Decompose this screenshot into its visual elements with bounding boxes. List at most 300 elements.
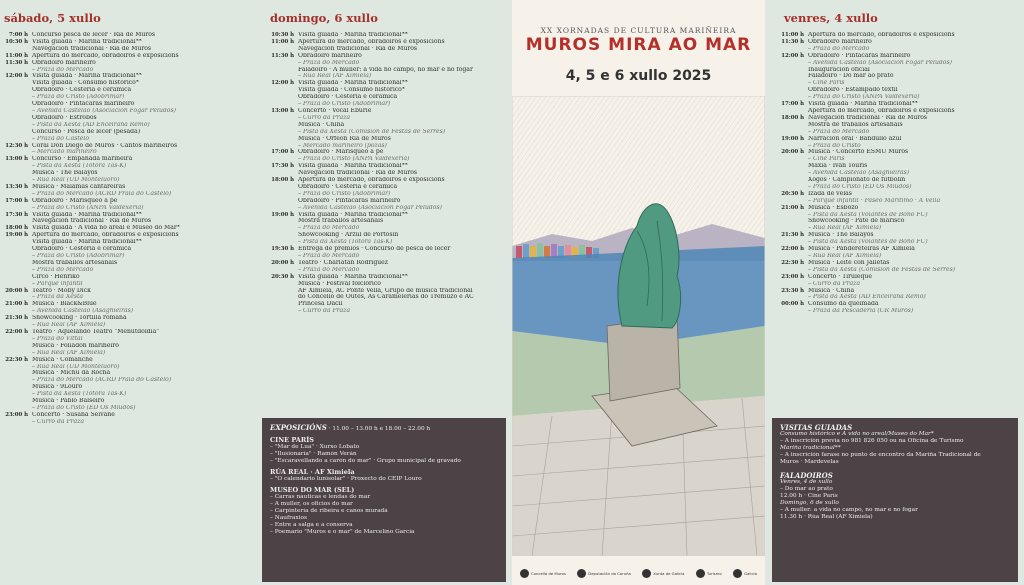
- event-title: Obradoiro · Pintacaras mariñeiro: [298, 197, 401, 204]
- event-lines: [32, 198, 248, 212]
- event-title: Coral Don Diego de Muros · Cantos mariñeiros: [32, 142, 178, 149]
- event-row: [270, 274, 506, 315]
- event-lines: [808, 260, 1018, 274]
- exhibitions-panel: [262, 418, 506, 582]
- event-title: Inauguración oficial: [808, 66, 870, 73]
- event-title: Apertura do mercado, obradoiros e exposicións: [32, 232, 179, 239]
- event-lines: [298, 246, 506, 260]
- event-venue: – Praza do Mercado: [32, 66, 94, 73]
- exhibition-item: – "Ilusionaría" · Ramón Verán: [270, 451, 357, 457]
- event-time: 23:00 h: [781, 273, 804, 280]
- talk-line: Venres, 4 de xullo: [780, 479, 833, 485]
- event-title: Visita guiada · Mariña tradicional**: [32, 38, 142, 45]
- exhibition-item: – Carpintería de ribeira e canos muradá: [270, 508, 388, 514]
- event-row: [780, 301, 1018, 315]
- event-venue: – Cine París: [808, 156, 845, 163]
- event-title: Música · Leite con Jalletas: [808, 259, 890, 266]
- event-lines: [32, 60, 248, 74]
- event-lines: [298, 177, 506, 212]
- event-title: Apertura do mercado, obradoiros e exposicións: [808, 32, 955, 38]
- event-time: 23:30 h: [781, 287, 804, 294]
- event-row: [780, 53, 1018, 101]
- event-title: Obradoiro · Estrobos: [32, 114, 97, 121]
- event-lines: [808, 246, 1018, 260]
- event-venue: – Praza do Castelo: [32, 135, 90, 142]
- event-row: [4, 288, 248, 302]
- event-lines: [298, 80, 506, 108]
- exhibition-item: – Carras náuticas e lendas do mar: [270, 494, 371, 500]
- event-time: 19:00 h: [781, 135, 804, 142]
- event-lines: [32, 39, 248, 53]
- event-row: [780, 115, 1018, 136]
- event-row: [4, 53, 248, 60]
- event-row: [4, 301, 248, 315]
- event-title: Visita guiada · Consumo histórico*: [32, 80, 139, 87]
- event-lines: [808, 288, 1018, 302]
- event-venue: – Praza do Cristo (ANPA Valdexeria): [32, 204, 144, 211]
- saturday-column: [0, 0, 252, 585]
- event-lines: [298, 108, 506, 149]
- event-row: [780, 136, 1018, 150]
- event-title: Circo · Henriko: [32, 273, 80, 280]
- event-venue: – Avenida Castelao (Asociación Fogar Peludos): [32, 107, 176, 114]
- event-title: Entrega de premios · Concurso de pesca de lecer: [298, 246, 451, 253]
- event-row: [780, 32, 1018, 39]
- event-row: [270, 53, 506, 81]
- event-time: 12:30 h: [5, 142, 28, 149]
- event-time: 12:00 h: [5, 73, 28, 80]
- event-venue: – Praza do Cristo (Adobrimar): [32, 253, 125, 259]
- event-title: Visita guiada · Mariña tradicional**: [298, 163, 408, 170]
- event-row: [4, 60, 248, 74]
- event-lines: [808, 232, 1018, 246]
- event-row: [780, 149, 1018, 190]
- logo-turismo: [696, 569, 722, 578]
- event-title: Apertura do mercado, obradoiros e exposicións: [808, 107, 955, 114]
- event-title: Obradoiro · Estampado téxtil: [808, 87, 898, 94]
- event-title: Obradoiro mariñeiro: [808, 38, 872, 45]
- event-venue: – Rúa Real (AF Ximiela): [808, 253, 882, 259]
- event-venue: – Praza do Cristo (Adobrimar): [298, 101, 391, 108]
- event-title: Navegación tradicional · Ría de Muros: [298, 45, 418, 52]
- event-venue: – Curro da Praza: [32, 418, 84, 425]
- event-title: Música · Concerto ESMU Muros: [808, 149, 909, 156]
- event-time: 20:00 h: [271, 259, 294, 266]
- event-time: 19:00 h: [5, 232, 28, 239]
- exhibition-item: – Naufraxios: [270, 515, 307, 521]
- event-title: Música · Festival folclórico: [298, 280, 381, 287]
- friday-column: [768, 0, 1024, 585]
- event-venue: – Parque infantil: [32, 280, 83, 287]
- event-lines: [808, 274, 1018, 288]
- event-row: [4, 315, 248, 329]
- talk-line: 11.30 h · Rúa Real (AF Ximiela): [780, 514, 873, 520]
- sponsor-logos: [520, 565, 757, 581]
- exhibitions-heading: [270, 424, 498, 433]
- poster: [512, 0, 765, 585]
- event-lines: [298, 212, 506, 247]
- event-lines: [808, 115, 1018, 136]
- sunday-events: [270, 32, 506, 315]
- event-title: Faladoiro · A muller: a vida no campo, no mar e no fogar: [298, 66, 473, 73]
- event-row: [4, 73, 248, 142]
- exhibition-venue: MUSEO DO MAR (SEL): [270, 486, 355, 494]
- event-lines: [32, 53, 248, 60]
- event-venue: – Praza do Vittal: [32, 335, 83, 342]
- event-title: Concurso · Empanada mariñeira: [32, 156, 133, 163]
- event-row: [4, 32, 248, 39]
- event-title: Visita guiada · Mariña tradicional**: [32, 239, 142, 246]
- event-title: Visita guiada · Consumo histórico*: [298, 87, 405, 94]
- event-title: Obradoiro · Cestería e cerámica: [298, 183, 398, 190]
- event-title: Consumo da queimada: [808, 301, 879, 308]
- guided-line: Mariña tradicional**: [780, 445, 841, 451]
- logo-label: Turismo: [706, 570, 722, 576]
- event-time: 18:00 h: [271, 177, 294, 184]
- guided-line: Muros · Mardevelas: [780, 459, 839, 465]
- event-title: Música · Pandereteiras AF Ximiela: [808, 246, 915, 253]
- event-title: Obradoiro · Cestería e cerámica: [32, 87, 132, 94]
- event-title: Maxia · Iván Tourís: [808, 163, 868, 170]
- event-venue: – Praza do Cristo (ED Os Miúdos): [32, 404, 136, 411]
- day-title-friday: venres, 4 xullo: [784, 11, 878, 25]
- event-title: Visita guiada · Mariña tradicional**: [298, 80, 408, 87]
- event-venue: – Rúa Real (AF Ximiela): [808, 225, 882, 232]
- event-lines: [32, 32, 248, 39]
- event-lines: [32, 212, 248, 226]
- event-venue: – Parque infantil · Paseo Marítimo · A Vella: [808, 197, 941, 204]
- event-row: [270, 177, 506, 212]
- event-time: 19:00 h: [271, 211, 294, 218]
- event-row: [4, 184, 248, 198]
- event-venue: – Praza do Mercado: [32, 266, 94, 273]
- event-time: 11:00 h: [781, 32, 804, 38]
- event-title: Princesa Dácil: [298, 301, 343, 308]
- event-time: 10:30 h: [271, 32, 294, 38]
- event-title: Obradoiro · Cestería e cerámica: [32, 246, 132, 253]
- event-lines: [808, 205, 1018, 233]
- event-row: [780, 205, 1018, 233]
- event-title: Música · Esbozo: [808, 204, 859, 211]
- event-title: Teatro · Aquelando Teatro "Menutdoldia": [32, 328, 160, 335]
- event-time: 7:00 h: [8, 32, 28, 38]
- event-venue: – Curro da Praza: [298, 114, 350, 121]
- event-time: 12:00 h: [271, 80, 294, 87]
- event-row: [270, 80, 506, 108]
- event-title: Obradoiro · Pintacaras mariñeiro: [32, 101, 135, 108]
- event-lines: [32, 184, 248, 198]
- event-title: Obradoiro · Pintacaras mariñeiro: [808, 52, 911, 59]
- event-row: [4, 156, 248, 184]
- event-lines: [32, 225, 248, 232]
- event-row: [270, 108, 506, 149]
- event-row: [780, 246, 1018, 260]
- event-lines: [808, 191, 1018, 205]
- info-panel: [772, 418, 1018, 582]
- event-time: 17:30 h: [271, 163, 294, 170]
- event-time: 19:30 h: [271, 246, 294, 253]
- logo-concello: [520, 569, 566, 578]
- logo-label: Galicia: [744, 570, 757, 576]
- exhibition-item: – "Mar de Lua" · Xurxo Lobato: [270, 444, 360, 450]
- event-time: 11:30 h: [5, 59, 28, 66]
- event-venue: – Praza do Mercado: [298, 59, 360, 66]
- event-title: Navegación tradicional · Ría de Muros: [32, 218, 152, 225]
- event-venue: – Praza do Mercado: [808, 128, 870, 135]
- event-title: Navegación tradicional · Ría de Muros: [298, 170, 418, 177]
- event-lines: [298, 39, 506, 53]
- event-title: Visita guiada · Mariña tradicional**: [32, 73, 142, 80]
- event-time: 20:00 h: [781, 149, 804, 156]
- event-venue: – Rúa Real (UD Monteluoro): [32, 177, 120, 184]
- event-title: Música · Comanche: [32, 356, 93, 363]
- emblem-icon: [733, 569, 742, 578]
- event-venue: – Avenida Castelao (Asaghieiras): [32, 308, 134, 315]
- event-row: [270, 246, 506, 260]
- logo-galicia: [733, 569, 757, 578]
- event-time: 22:00 h: [5, 328, 28, 335]
- event-time: 17:00 h: [5, 197, 28, 204]
- event-venue: – Rúa Real (UD Monteluoro): [32, 363, 120, 370]
- event-time: 10:30 h: [5, 38, 28, 45]
- event-row: [4, 225, 248, 232]
- event-venue: – Praza do Mercado: [808, 45, 870, 52]
- event-title: Concerto · Tiruleque: [808, 273, 872, 280]
- exhibitions-venues: [270, 437, 498, 536]
- event-row: [4, 357, 248, 412]
- event-venue: – Avenida Castelao (Asociación Fogar Peludos): [808, 59, 952, 66]
- event-time: 21:30 h: [781, 232, 804, 239]
- event-title: Música · Pablo Balseiro: [32, 398, 105, 405]
- event-time: 11:30 h: [781, 38, 804, 45]
- event-row: [780, 260, 1018, 274]
- event-title: Música · The Balayos: [808, 232, 874, 239]
- exhibition-venue: RÚA REAL · AF Ximiela: [270, 468, 355, 476]
- event-time: 20:30 h: [781, 190, 804, 197]
- event-time: 11:30 h: [271, 52, 294, 59]
- guided-line: – A inscrición farase no punto de encontro da Mariña Tradicional de: [780, 452, 981, 458]
- event-venue: – Praza do Cristo: [808, 142, 861, 149]
- event-venue: – Curro da Praza: [808, 280, 860, 287]
- talk-line: Domingo, 6 de xullo: [780, 500, 839, 506]
- event-lines: [298, 274, 506, 315]
- event-title: Apertura do mercado, obradoiros e exposicións: [298, 177, 445, 184]
- event-lines: [32, 301, 248, 315]
- event-row: [780, 101, 1018, 115]
- event-row: [4, 198, 248, 212]
- event-time: 22:30 h: [781, 259, 804, 266]
- event-venue: – Cine París: [808, 80, 845, 87]
- logo-label: Xunta de Galicia: [653, 570, 685, 576]
- event-row: [270, 163, 506, 177]
- event-time: 13:00 h: [5, 156, 28, 163]
- event-row: [4, 143, 248, 157]
- event-title: Música · Orfeón Ría de Muros: [298, 135, 391, 142]
- event-lines: [808, 301, 1018, 315]
- exhibition-venue: CINE PARÍS: [270, 436, 314, 444]
- event-time: 00:00 h: [781, 301, 804, 308]
- event-lines: [808, 136, 1018, 150]
- event-row: [4, 232, 248, 287]
- event-time: 20:30 h: [271, 273, 294, 280]
- event-title: Narración oral · Bandullo azul: [808, 135, 902, 142]
- poster-title: MUROS MIRA AO MAR: [525, 35, 752, 55]
- event-time: 11:00 h: [271, 38, 294, 45]
- event-lines: [32, 143, 248, 157]
- event-title: Música · Michu da Rocha: [32, 370, 111, 377]
- exhibition-item: – A muller, os oficios do mar: [270, 501, 353, 507]
- event-time: 12:00 h: [781, 52, 804, 59]
- logo-label: Deputación da Coruña: [588, 570, 631, 576]
- event-title: Concerto · Susana Seivane: [32, 411, 115, 418]
- logo-label: Concello de Muros: [531, 570, 566, 576]
- event-lines: [32, 232, 248, 287]
- event-title: Visita guiada · A vida no areal e Museo do Mar*: [32, 225, 180, 232]
- event-title: Showcooking · Tortilla romana: [32, 315, 127, 322]
- event-venue: – Pista da Xesta (Totora Tas-K): [32, 163, 127, 170]
- exhibitions-hours: · 11.00 – 13.00 h e 18.00 – 22.00 h: [328, 426, 431, 432]
- event-title: Concurso · Pesca de lecer (pesada): [32, 128, 141, 135]
- event-row: [270, 212, 506, 247]
- event-time: 21:30 h: [5, 315, 28, 322]
- event-title: Apertura do mercado, obradoiros e exposicións: [32, 52, 179, 59]
- event-title: AF Ximiela, AC Ponte Vella, Grupo de música tradicional: [298, 287, 473, 294]
- exhibition-item: – Poemario "Muros e o mar" de Marcelino García: [270, 529, 415, 535]
- event-lines: [32, 73, 248, 142]
- event-time: 18:00 h: [781, 114, 804, 121]
- event-lines: [808, 53, 1018, 101]
- emblem-icon: [642, 569, 651, 578]
- talk-line: 12.00 h · Cine París: [780, 493, 838, 499]
- event-venue: – Pista da Xesta (AD Enceirana Remo): [808, 294, 926, 301]
- sunday-column: [256, 0, 512, 585]
- event-time: 20:00 h: [5, 287, 28, 294]
- event-venue: – Rúa Real (AF Ximiela): [32, 349, 106, 356]
- event-venue: – Praza da Xesta: [32, 294, 84, 301]
- event-title: Visita guiada · Mariña tradicional**: [298, 273, 408, 280]
- event-venue: – Praza do Cristo (Adobrimar): [32, 94, 125, 101]
- event-lines: [32, 329, 248, 357]
- exhibition-item: – "Escaravellando a carón do mar" · Grupo municipal de gravado: [270, 458, 461, 464]
- event-lines: [32, 288, 248, 302]
- event-row: [270, 260, 506, 274]
- event-time: 13:00 h: [271, 107, 294, 114]
- event-venue: – Praza do Mercado (ACRD Praia do Castelo): [32, 190, 172, 197]
- event-title: Visita guiada · Mariña tradicional**: [298, 32, 408, 38]
- event-venue: – Pista da Xesta (Volantes de Boño FC): [808, 239, 928, 246]
- event-lines: [32, 315, 248, 329]
- poster-illustration: [512, 96, 765, 556]
- event-row: [270, 149, 506, 163]
- event-title: Música · Chiña: [808, 287, 855, 294]
- shield-icon: [520, 569, 529, 578]
- event-title: Apertura do mercado, obradoiros e exposicións: [298, 38, 445, 45]
- event-venue: – Pista da Xesta (Totora Tas-K): [298, 239, 393, 246]
- event-venue: – Avenida Castelao (Asociación Fogar Peludos): [298, 204, 442, 211]
- event-venue: – Pista da Xesta (Comisión de Festas de Serres): [298, 128, 446, 135]
- event-title: Obradoiro · Cestería e cerámica: [298, 94, 398, 101]
- event-lines: [298, 149, 506, 163]
- logo-xunta: [642, 569, 684, 578]
- emblem-icon: [696, 569, 705, 578]
- event-venue: – Rúa Real (AF Ximiela): [298, 73, 372, 80]
- event-title: Faladoiro · Do mar ao prato: [808, 73, 894, 80]
- event-time: 17:00 h: [781, 101, 804, 108]
- event-venue: – Pista da Xesta (Comisión de Festas de Serres): [808, 266, 956, 273]
- event-title: Visita guiada · Mariña tradicional**: [298, 211, 408, 218]
- day-title-sunday: domingo, 6 xullo: [270, 11, 378, 25]
- event-lines: [298, 163, 506, 177]
- event-venue: – Curro da Praza: [298, 308, 350, 315]
- event-venue: – Pista da Xesta (Totora Tas-K): [32, 391, 127, 398]
- event-lines: [298, 260, 506, 274]
- event-venue: – Pista da Xesta (AD Enceirana Remo): [32, 121, 150, 128]
- event-venue: – Praza do Mercado: [298, 266, 360, 273]
- event-time: 13:30 h: [5, 183, 28, 190]
- event-row: [780, 274, 1018, 288]
- event-title: Mostra de traballos artesanais: [808, 121, 903, 128]
- event-venue: – Praza da Pescadería (CR Muros): [808, 308, 914, 315]
- event-row: [780, 191, 1018, 205]
- talk-line: – A muller: a vida no campo, no mar e no fogar: [780, 507, 918, 513]
- event-title: Concerto · Vocal Eburie: [298, 107, 372, 114]
- event-time: 11:00 h: [5, 52, 28, 59]
- event-title: Música · Foliadón mariñeiro: [32, 342, 119, 349]
- event-venue: – Praza do Cristo (ED Os Miúdos): [808, 183, 912, 190]
- day-title-saturday: sábado, 5 xullo: [4, 11, 101, 25]
- guided-title: VISITAS GUIADAS: [780, 423, 853, 432]
- event-title: Obradoiro mariñeiro: [32, 59, 96, 66]
- event-lines: [32, 412, 248, 426]
- saturday-events: [4, 32, 248, 426]
- event-venue: – Mercado mariñeiro: [32, 149, 97, 156]
- poster-subtitle: XX XORNADAS DE CULTURA MARIÑEIRA: [540, 26, 737, 35]
- event-title: Música · Maiamas cantareiras: [32, 183, 126, 190]
- event-title: Mostra traballos artesanais: [32, 259, 118, 266]
- guided-line: – A inscrición previa no 981 826 050 ou na Oficina de Turismo: [780, 438, 964, 444]
- event-venue: – Avenida Castelao (Asaghieiras): [808, 170, 910, 177]
- event-row: [4, 329, 248, 357]
- event-venue: – Praza do Mercado: [298, 225, 360, 232]
- event-venue: – Mercado mariñeiro (pozas): [298, 142, 387, 149]
- event-row: [780, 288, 1018, 302]
- event-row: [270, 32, 506, 39]
- event-title: Obradoiro · Marisqueo a pé: [32, 197, 118, 204]
- event-title: Música · Black&Blue: [32, 301, 97, 308]
- event-lines: [808, 101, 1018, 115]
- pedestal: [607, 316, 680, 401]
- event-time: 22:00 h: [781, 246, 804, 253]
- event-venue: – Praza do Cristo (ANPA Valdexeria): [298, 156, 410, 163]
- event-row: [4, 212, 248, 226]
- event-title: Obradoiro mariñeiro: [298, 52, 362, 59]
- event-title: do Concello de Outes, As Caramelerías do Tremuzo e AC: [298, 294, 474, 301]
- guided-lines: [780, 431, 1010, 466]
- event-title: Música · Chiña: [298, 121, 345, 128]
- event-title: Showcooking · Arzul de Portosín: [298, 232, 399, 239]
- exhibitions-title: EXPOSICIÓNS: [270, 423, 327, 432]
- talks-title: FALADOIROS: [780, 471, 833, 480]
- event-title: Xogos · Campionato de futbolín: [808, 177, 906, 184]
- event-lines: [808, 149, 1018, 190]
- event-venue: – Praza do Cristo (ANPA Valdexeria): [808, 94, 920, 101]
- event-title: Obradoiro · Marisqueo a pé: [298, 149, 384, 156]
- event-title: Showcooking · Paté de marisco: [808, 218, 905, 225]
- event-row: [270, 39, 506, 53]
- event-title: Navegación tradicional · Ría de Muros: [808, 114, 928, 121]
- event-lines: [32, 156, 248, 184]
- event-time: 21:00 h: [781, 204, 804, 211]
